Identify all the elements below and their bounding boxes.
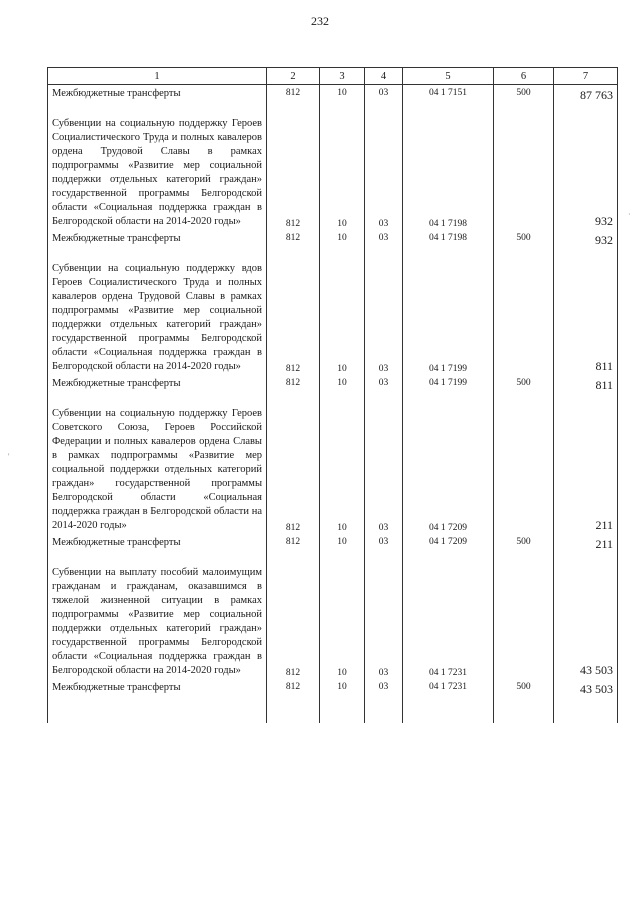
row-code: 812 — [267, 375, 320, 397]
row-code: 812 — [267, 534, 320, 556]
row-subsection: 03 — [365, 534, 403, 556]
column-header: 7 — [554, 68, 618, 85]
table-row — [48, 534, 618, 556]
row-section: 10 — [320, 107, 365, 230]
row-section: 10 — [320, 534, 365, 556]
row-expense-type — [494, 556, 554, 679]
row-code: 812 — [267, 252, 320, 375]
row-amount: 211 — [554, 534, 618, 556]
row-section: 10 — [320, 679, 365, 701]
column-header: 2 — [267, 68, 320, 85]
row-name: Субвенции на социальную поддержку вдов Героев Социалистического Труда и полных кавалеров ордена Трудовой Славы в рамках подпрограммы «Развитие мер социальной поддержки отдельных категорий граждан» государственной программы Белгородской области «Социальная поддержка граждан в Белгородской области на 2014-2020 годы» — [48, 252, 267, 375]
row-expense-type: 500 — [494, 85, 554, 108]
row-amount: 811 — [554, 375, 618, 397]
row-subsection: 03 — [365, 230, 403, 252]
row-code: 812 — [267, 85, 320, 108]
column-header: 4 — [365, 68, 403, 85]
table-row — [48, 85, 618, 108]
header-row — [48, 68, 618, 85]
row-section: 10 — [320, 556, 365, 679]
row-subsection: 03 — [365, 375, 403, 397]
row-code: 812 — [267, 679, 320, 701]
row-target: 04 1 7199 — [403, 375, 494, 397]
row-expense-type: 500 — [494, 679, 554, 701]
budget-table — [47, 67, 618, 723]
row-code: 812 — [267, 556, 320, 679]
table-row — [48, 375, 618, 397]
row-target: 04 1 7151 — [403, 85, 494, 108]
row-subsection: 03 — [365, 679, 403, 701]
row-expense-type: 500 — [494, 534, 554, 556]
row-expense-type — [494, 397, 554, 534]
row-subsection: 03 — [365, 85, 403, 108]
table-continuation — [48, 701, 618, 723]
row-amount: 932 — [554, 107, 618, 230]
row-target: 04 1 7199 — [403, 252, 494, 375]
row-target: 04 1 7231 — [403, 556, 494, 679]
column-header: 1 — [48, 68, 267, 85]
row-subsection: 03 — [365, 397, 403, 534]
row-target: 04 1 7198 — [403, 107, 494, 230]
table-row — [48, 252, 618, 375]
row-amount: 811 — [554, 252, 618, 375]
row-amount: 87 763 — [554, 85, 618, 108]
row-target: 04 1 7231 — [403, 679, 494, 701]
row-section: 10 — [320, 85, 365, 108]
row-target: 04 1 7209 — [403, 397, 494, 534]
row-amount: 43 503 — [554, 679, 618, 701]
row-code: 812 — [267, 230, 320, 252]
table-row — [48, 107, 618, 230]
row-amount: 43 503 — [554, 556, 618, 679]
page-number: 232 — [311, 14, 329, 28]
row-expense-type — [494, 252, 554, 375]
row-name: Субвенции на выплату пособий малоимущим гражданам и гражданам, оказавшимся в тяжелой жизненной ситуации в рамках подпрограммы «Развитие мер социальной поддержки отдельных категорий граждан» государственной программы Белгородской области «Социальная поддержка граждан в Белгородской области на 2014-2020 годы» — [48, 556, 267, 679]
column-header: 3 — [320, 68, 365, 85]
scan-mark: ' — [8, 452, 10, 461]
row-target: 04 1 7209 — [403, 534, 494, 556]
row-name: Межбюджетные трансферты — [48, 375, 267, 397]
scan-mark: · — [628, 210, 631, 219]
column-header: 6 — [494, 68, 554, 85]
table-row — [48, 679, 618, 701]
row-section: 10 — [320, 397, 365, 534]
row-name: Межбюджетные трансферты — [48, 679, 267, 701]
row-section: 10 — [320, 252, 365, 375]
row-code: 812 — [267, 397, 320, 534]
row-subsection: 03 — [365, 252, 403, 375]
table-row — [48, 556, 618, 679]
row-amount: 932 — [554, 230, 618, 252]
table-row — [48, 397, 618, 534]
row-subsection: 03 — [365, 556, 403, 679]
table-row — [48, 230, 618, 252]
row-code: 812 — [267, 107, 320, 230]
row-name: Субвенции на социальную поддержку Героев Социалистического Труда и полных кавалеров ордена Трудовой Славы в рамках подпрограммы «Развитие мер социальной поддержки отдельных категорий граждан» государственной программы Белгородской области «Социальная поддержка граждан в Белгородской области на 2014-2020 годы» — [48, 107, 267, 230]
row-name: Межбюджетные трансферты — [48, 230, 267, 252]
row-expense-type: 500 — [494, 375, 554, 397]
row-target: 04 1 7198 — [403, 230, 494, 252]
row-expense-type: 500 — [494, 230, 554, 252]
row-expense-type — [494, 107, 554, 230]
row-name: Межбюджетные трансферты — [48, 534, 267, 556]
row-section: 10 — [320, 375, 365, 397]
row-name: Субвенции на социальную поддержку Героев Советского Союза, Героев Российской Федерации и полных кавалеров ордена Славы в рамках подпрограммы «Развитие мер социальной поддержки отдельных категорий граждан» государственной программы Белгородской области «Социальная поддержка граждан в Белгородской области на 2014-2020 годы» — [48, 397, 267, 534]
column-header: 5 — [403, 68, 494, 85]
row-subsection: 03 — [365, 107, 403, 230]
row-name: Межбюджетные трансферты — [48, 85, 267, 108]
row-section: 10 — [320, 230, 365, 252]
row-amount: 211 — [554, 397, 618, 534]
